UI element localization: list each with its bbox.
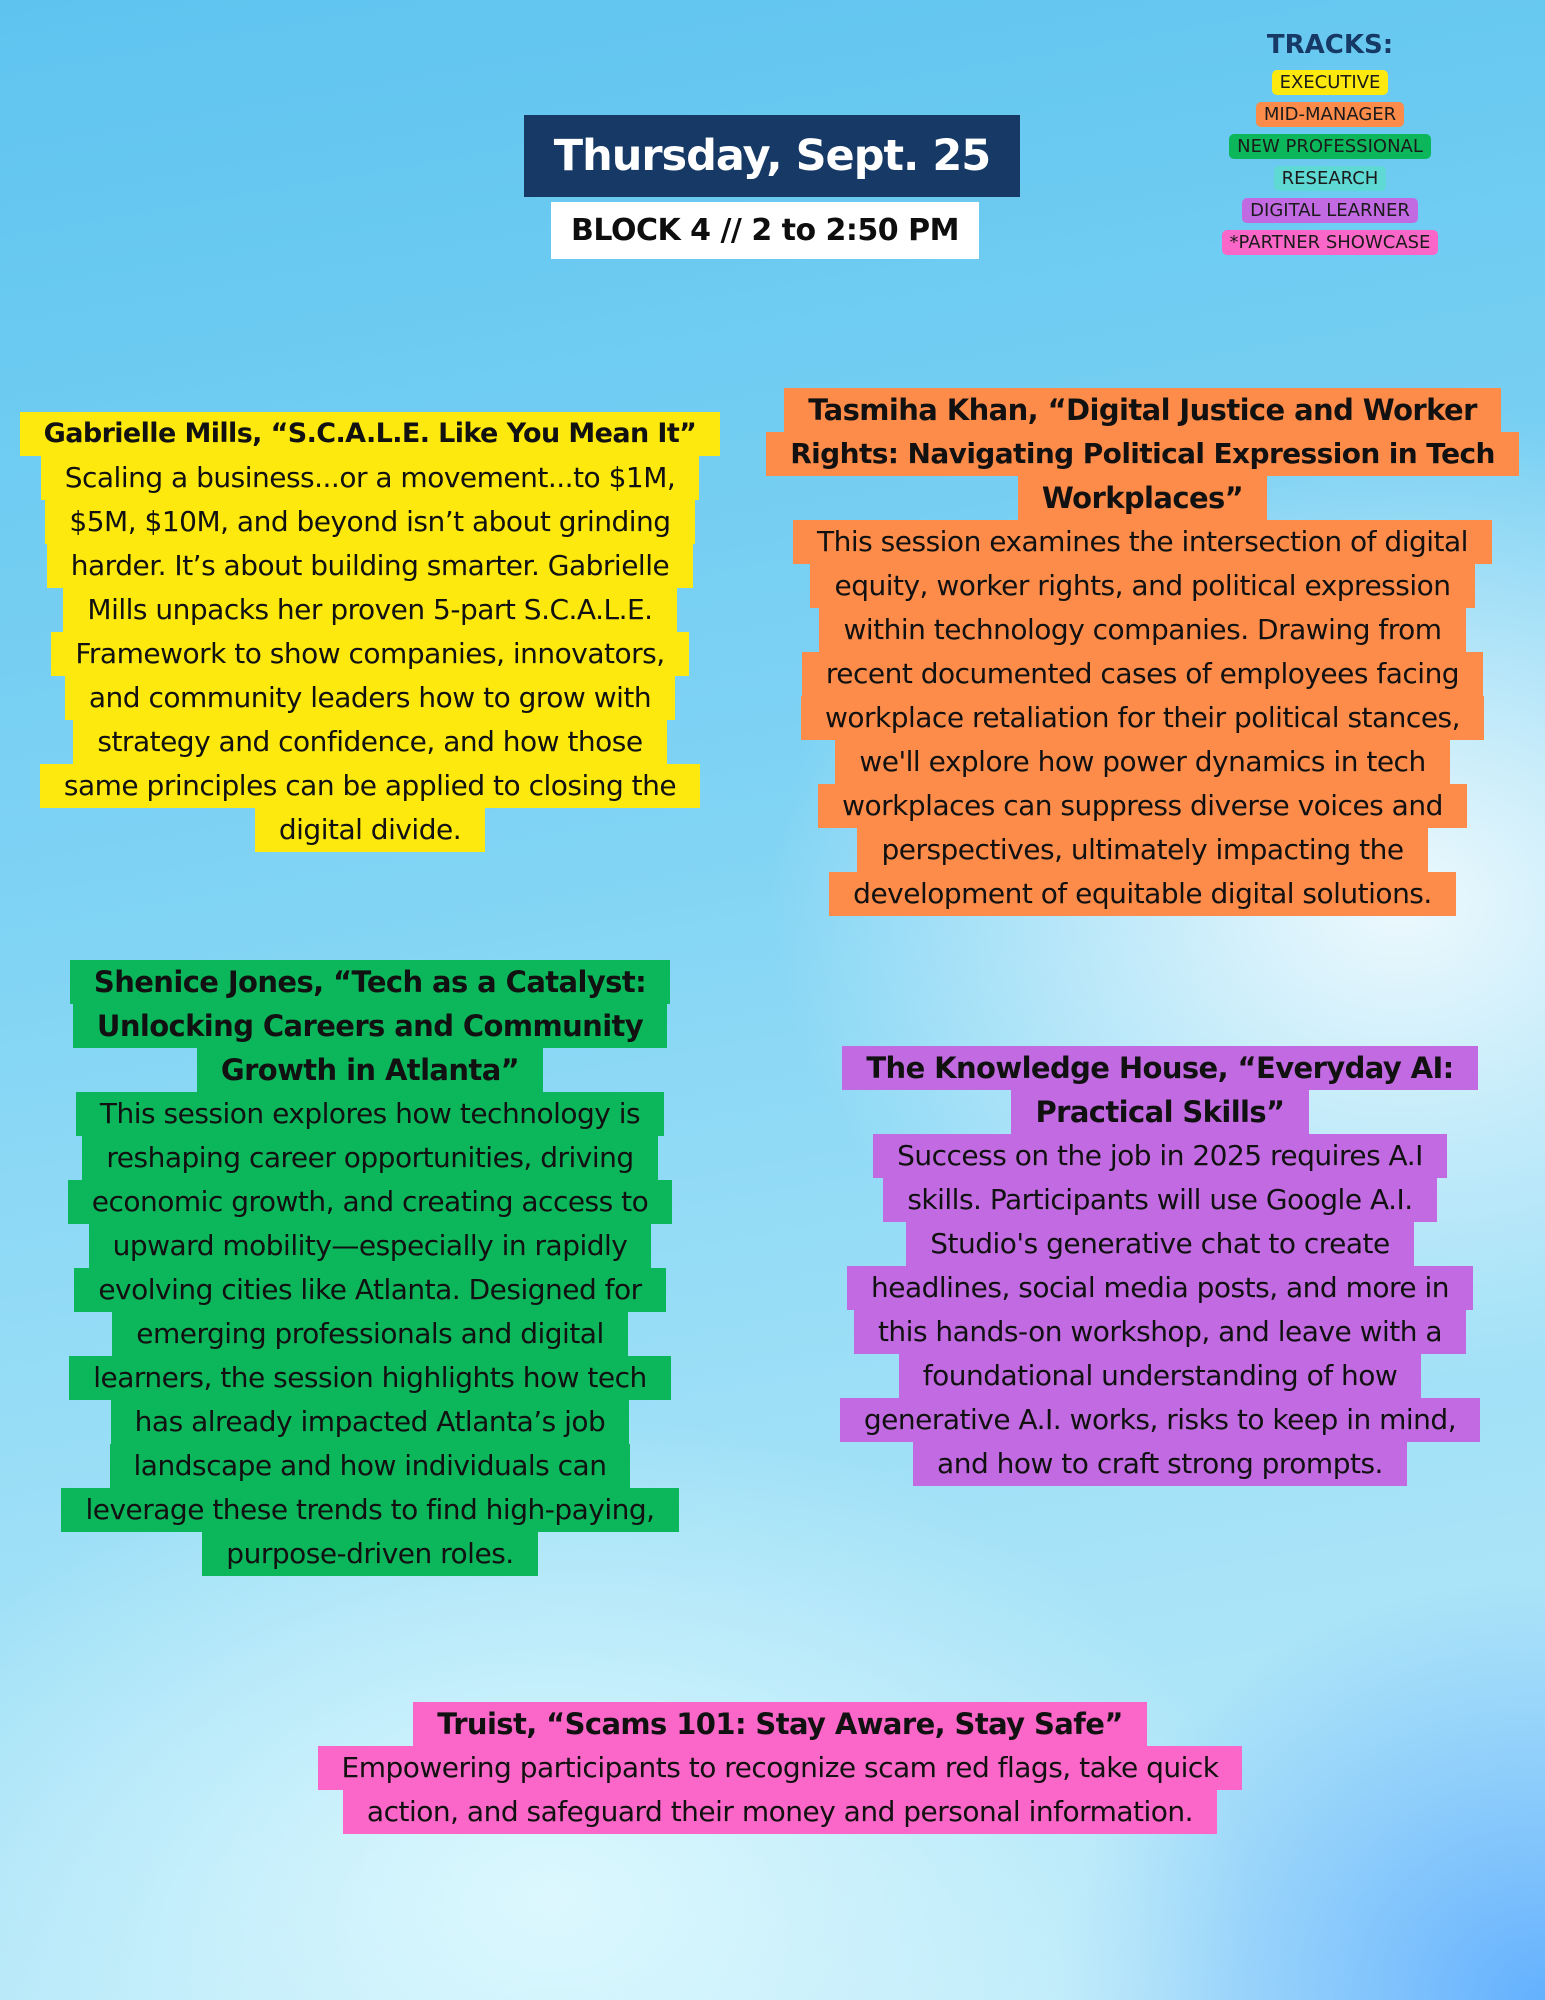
session-description-line: Framework to show companies, innovators, [51,632,688,676]
session-description-line: generative A.I. works, risks to keep in mind, [840,1398,1480,1442]
session-description-line: recent documented cases of employees facing [802,652,1483,696]
session-description-line: within technology companies. Drawing from [819,608,1465,652]
session-description-line: purpose-driven roles. [202,1532,537,1576]
session-description-line: action, and safeguard their money and personal information. [343,1790,1217,1834]
session-description-line: workplace retaliation for their political stances, [801,696,1484,740]
track-label: NEW PROFESSIONAL [1229,134,1431,159]
tracks-legend [1180,70,1480,262]
block-time-label: BLOCK 4 // 2 to 2:50 PM [551,202,979,259]
session-card-knowledge-house [820,1046,1500,1486]
session-title-line: Gabrielle Mills, “S.C.A.L.E. Like You Mean It” [20,412,721,456]
date-heading: Thursday, Sept. 25 [524,115,1020,197]
session-card-gabrielle-mills [10,412,730,852]
session-title-line: Practical Skills” [1011,1090,1308,1134]
session-description-line: and community leaders how to grow with [65,676,675,720]
session-description-line: foundational understanding of how [899,1354,1422,1398]
session-description-line: Scaling a business...or a movement...to $1M, [41,456,700,500]
track-label: DIGITAL LEARNER [1242,198,1418,223]
session-card-tasmiha-khan [760,388,1525,916]
session-description-line: this hands-on workshop, and leave with a [854,1310,1466,1354]
session-description-line: strategy and confidence, and how those [73,720,666,764]
session-title-line: Truist, “Scams 101: Stay Aware, Stay Safe” [413,1702,1147,1746]
session-description-line: perspectives, ultimately impacting the [857,828,1427,872]
session-description-line: workplaces can suppress diverse voices and [818,784,1467,828]
session-title-line: Growth in Atlanta” [197,1048,543,1092]
session-description-line: evolving cities like Atlanta. Designed for [74,1268,665,1312]
session-description-line: skills. Participants will use Google A.I. [883,1178,1436,1222]
session-description-line: and how to craft strong prompts. [913,1442,1407,1486]
session-description-line: reshaping career opportunities, driving [82,1136,657,1180]
session-description-line: Mills unpacks her proven 5-part S.C.A.L.E. [63,588,676,632]
session-description-line: This session explores how technology is [76,1092,664,1136]
session-description-line: leverage these trends to find high-paying, [61,1488,678,1532]
session-description-line: learners, the session highlights how tech [69,1356,671,1400]
session-description-line: Success on the job in 2025 requires A.I [873,1134,1447,1178]
session-description-line: we'll explore how power dynamics in tech [835,740,1449,784]
session-description-line: Empowering participants to recognize scam red flags, take quick [318,1746,1243,1790]
session-description-line: same principles can be applied to closing the [40,764,700,808]
track-label: RESEARCH [1274,166,1387,191]
session-description-line: Studio's generative chat to create [906,1222,1414,1266]
session-description-line: upward mobility—especially in rapidly [89,1224,652,1268]
tracks-legend-title: TRACKS: [1266,30,1394,60]
session-description-line: equity, worker rights, and political expression [810,564,1474,608]
session-description-line: economic growth, and creating access to [68,1180,673,1224]
session-description-line: emerging professionals and digital [112,1312,627,1356]
session-description-line: digital divide. [255,808,485,852]
track-label: *PARTNER SHOWCASE [1222,230,1439,255]
session-title-line: Tasmiha Khan, “Digital Justice and Worker [784,388,1501,432]
session-title-line: The Knowledge House, “Everyday AI: [842,1046,1477,1090]
session-description-line: $5M, $10M, and beyond isn’t about grinding [45,500,694,544]
session-description-line: harder. It’s about building smarter. Gabrielle [47,544,693,588]
session-title-line: Shenice Jones, “Tech as a Catalyst: [70,960,670,1004]
session-description-line: This session examines the intersection of digital [793,520,1492,564]
track-label: EXECUTIVE [1272,70,1389,95]
session-description-line: development of equitable digital solutions. [829,872,1456,916]
session-title-line: Workplaces” [1018,476,1267,520]
session-description-line: landscape and how individuals can [110,1444,631,1488]
session-description-line: headlines, social media posts, and more in [847,1266,1473,1310]
track-label: MID-MANAGER [1256,102,1404,127]
session-card-shenice-jones [30,960,710,1576]
session-title-line: Rights: Navigating Political Expression in Tech [766,432,1519,476]
session-card-truist [260,1702,1300,1834]
session-description-line: has already impacted Atlanta’s job [111,1400,630,1444]
session-title-line: Unlocking Careers and Community [73,1004,667,1048]
